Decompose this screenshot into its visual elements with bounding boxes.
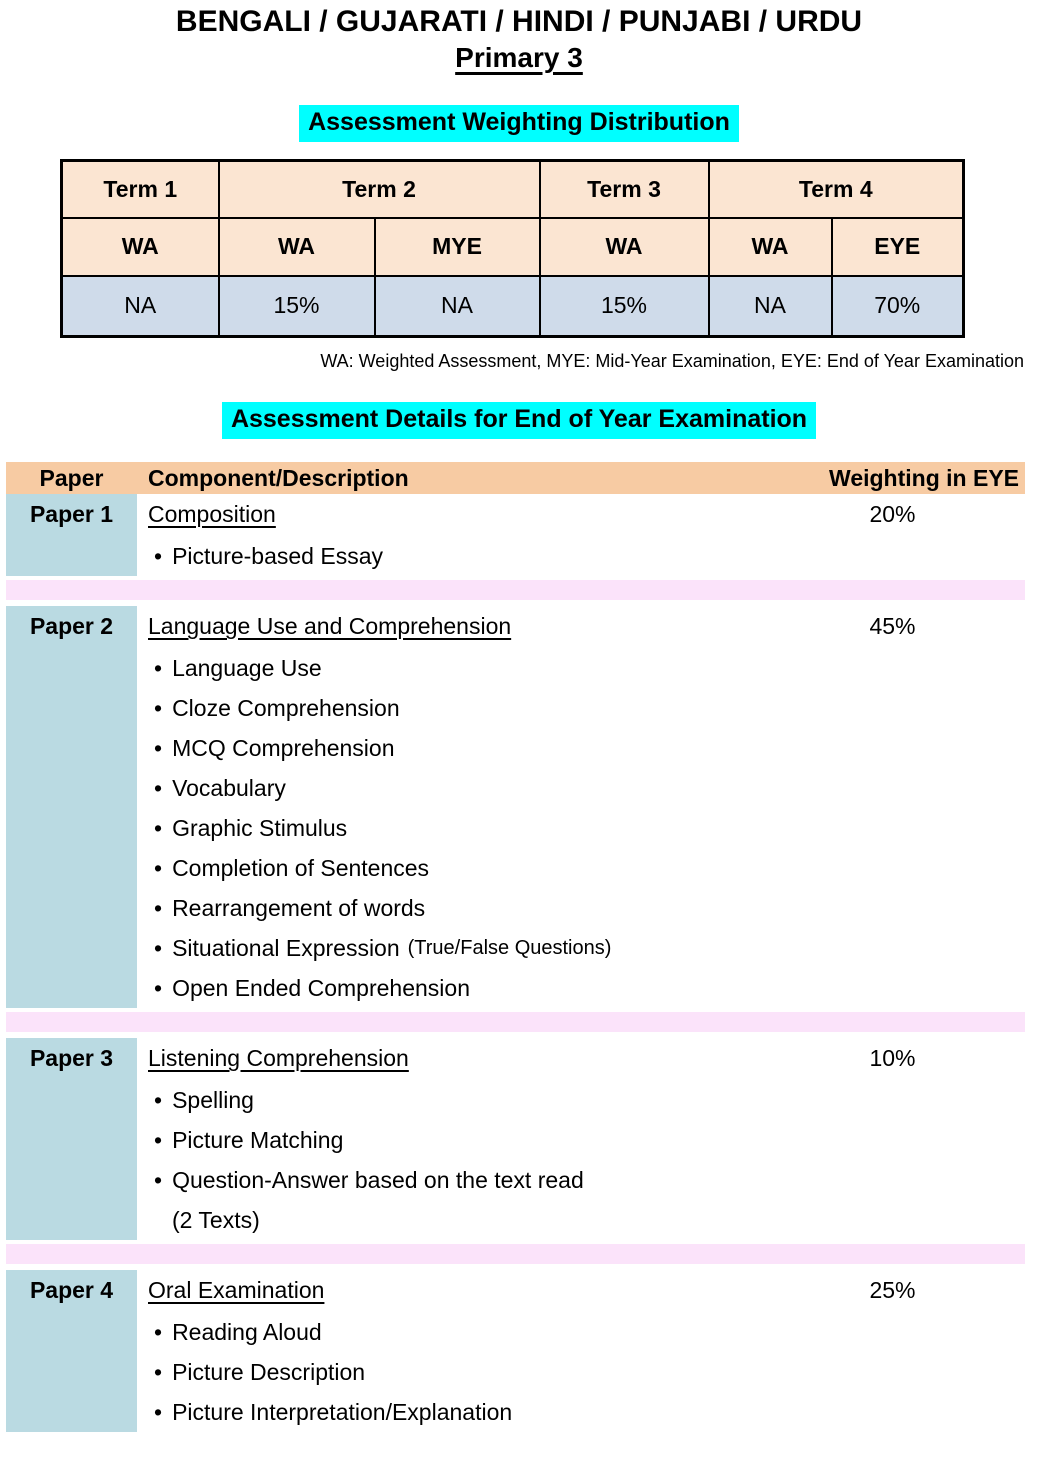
component-cell: WA xyxy=(219,218,375,276)
bullet-icon: • xyxy=(154,1166,163,1193)
bullet-item xyxy=(137,728,760,768)
bullet-item xyxy=(137,1392,760,1432)
paper-column-header: Paper xyxy=(39,465,104,491)
term-2-cell: Term 2 xyxy=(219,161,540,218)
bullet-label: Picture Matching xyxy=(172,1126,344,1153)
paper-section-4 xyxy=(6,1270,1025,1432)
paper-content xyxy=(137,1038,760,1240)
separator-band xyxy=(6,1244,1025,1264)
bullet-item xyxy=(137,1160,760,1200)
bullet-item xyxy=(137,688,760,728)
bullet-label: Completion of Sentences xyxy=(172,854,430,881)
value-cell: NA xyxy=(62,276,219,337)
weighting-value: 20% xyxy=(869,501,916,527)
bullet-item xyxy=(137,808,760,848)
bullet-icon: • xyxy=(154,934,163,961)
component-cell: EYE xyxy=(832,218,964,276)
component-cell: WA xyxy=(62,218,219,276)
component-title-line xyxy=(137,1038,760,1080)
papers-host xyxy=(6,494,1025,1432)
bullet-icon: • xyxy=(154,854,163,881)
bullet-continuation: (2 Texts) xyxy=(172,1206,260,1233)
value-cell: NA xyxy=(709,276,832,337)
bullet-label: Picture-based Essay xyxy=(172,542,383,569)
paper-label: Paper 4 xyxy=(6,1270,137,1432)
abbreviation-legend: WA: Weighted Assessment, MYE: Mid-Year Examination, EYE: End of Year Examination xyxy=(320,351,1024,371)
component-title: Language Use and Comprehension xyxy=(148,613,512,639)
bullet-label: Situational Expression xyxy=(172,934,400,961)
component-title-line xyxy=(137,494,760,536)
details-section-heading: Assessment Details for End of Year Examination xyxy=(0,402,1038,439)
bullet-icon: • xyxy=(154,894,163,921)
paper-label: Paper 2 xyxy=(6,606,137,1008)
bullet-icon: • xyxy=(154,694,163,721)
bullet-icon: • xyxy=(154,654,163,681)
weighting-value: 10% xyxy=(869,1045,916,1071)
bullet-label: Spelling xyxy=(172,1086,254,1113)
bullet-label: Picture Interpretation/Explanation xyxy=(172,1398,513,1425)
separator-band xyxy=(6,580,1025,600)
term-header-row xyxy=(62,161,964,218)
component-title-line xyxy=(137,1270,760,1312)
paper-section-3 xyxy=(6,1038,1025,1240)
weighting-section-heading: Assessment Weighting Distribution xyxy=(0,105,1038,142)
term-3-cell: Term 3 xyxy=(540,161,709,218)
component-header-row xyxy=(62,218,964,276)
bullet-item xyxy=(137,928,760,968)
page-title: BENGALI / GUJARATI / HINDI / PUNJABI / URDU xyxy=(175,5,863,38)
value-cell: 70% xyxy=(832,276,964,337)
bullet-label: Rearrangement of words xyxy=(172,894,426,921)
paper-section-2 xyxy=(6,606,1025,1008)
bullet-label: Vocabulary xyxy=(172,774,286,801)
bullet-icon: • xyxy=(154,734,163,761)
paper-label: Paper 1 xyxy=(6,494,137,576)
component-cell: WA xyxy=(540,218,709,276)
bullet-item xyxy=(137,768,760,808)
page-subtitle-text: Primary 3 xyxy=(455,42,583,73)
paper-content xyxy=(137,1270,760,1432)
bullet-item xyxy=(137,1312,760,1352)
bullet-icon: • xyxy=(154,1398,163,1425)
weighting-value: 45% xyxy=(869,613,916,639)
bullet-item xyxy=(137,1352,760,1392)
term-4-cell: Term 4 xyxy=(709,161,964,218)
component-title: Listening Comprehension xyxy=(148,1045,409,1071)
bullet-label: Graphic Stimulus xyxy=(172,814,348,841)
bullet-label: Language Use xyxy=(172,654,322,681)
bullet-item xyxy=(137,888,760,928)
details-table xyxy=(6,462,1025,1432)
component-title: Composition xyxy=(148,501,276,527)
page-subtitle xyxy=(0,42,1038,74)
paper-content xyxy=(137,606,760,1008)
bullet-label: MCQ Comprehension xyxy=(172,734,395,761)
bullet-label: Open Ended Comprehension xyxy=(172,974,470,1001)
value-row xyxy=(62,276,964,337)
weighting-table xyxy=(60,159,965,338)
bullet-item xyxy=(137,848,760,888)
component-cell: MYE xyxy=(375,218,540,276)
bullet-label: Picture Description xyxy=(172,1358,366,1385)
term-1-cell: Term 1 xyxy=(62,161,219,218)
bullet-icon: • xyxy=(154,1126,163,1153)
component-cell: WA xyxy=(709,218,832,276)
bullet-icon: • xyxy=(154,1318,163,1345)
bullet-label: Reading Aloud xyxy=(172,1318,322,1345)
bullet-label: Question-Answer based on the text read xyxy=(172,1166,584,1193)
value-cell: 15% xyxy=(540,276,709,337)
paper-section-1 xyxy=(6,494,1025,576)
bullet-item xyxy=(137,968,760,1008)
bullet-item xyxy=(137,1080,760,1120)
separator-band xyxy=(6,1012,1025,1032)
weighting-value: 25% xyxy=(869,1277,916,1303)
bullet-icon: • xyxy=(154,814,163,841)
bullet-item xyxy=(137,536,760,576)
value-cell: NA xyxy=(375,276,540,337)
bullet-label: Cloze Comprehension xyxy=(172,694,400,721)
bullet-icon: • xyxy=(154,774,163,801)
bullet-note: (True/False Questions) xyxy=(407,936,612,959)
bullet-item xyxy=(137,648,760,688)
bullet-icon: • xyxy=(154,542,163,569)
component-title-line xyxy=(137,606,760,648)
value-cell: 15% xyxy=(219,276,375,337)
bullet-icon: • xyxy=(154,1086,163,1113)
details-header-row xyxy=(6,462,1025,494)
bullet-icon: • xyxy=(154,1358,163,1385)
component-title: Oral Examination xyxy=(148,1277,325,1303)
paper-content xyxy=(137,494,760,576)
weighting-column-header: Weighting in EYE xyxy=(829,465,1019,491)
component-column-header: Component/Description xyxy=(148,465,409,491)
paper-label: Paper 3 xyxy=(6,1038,137,1240)
bullet-icon: • xyxy=(154,974,163,1001)
bullet-item xyxy=(137,1120,760,1160)
